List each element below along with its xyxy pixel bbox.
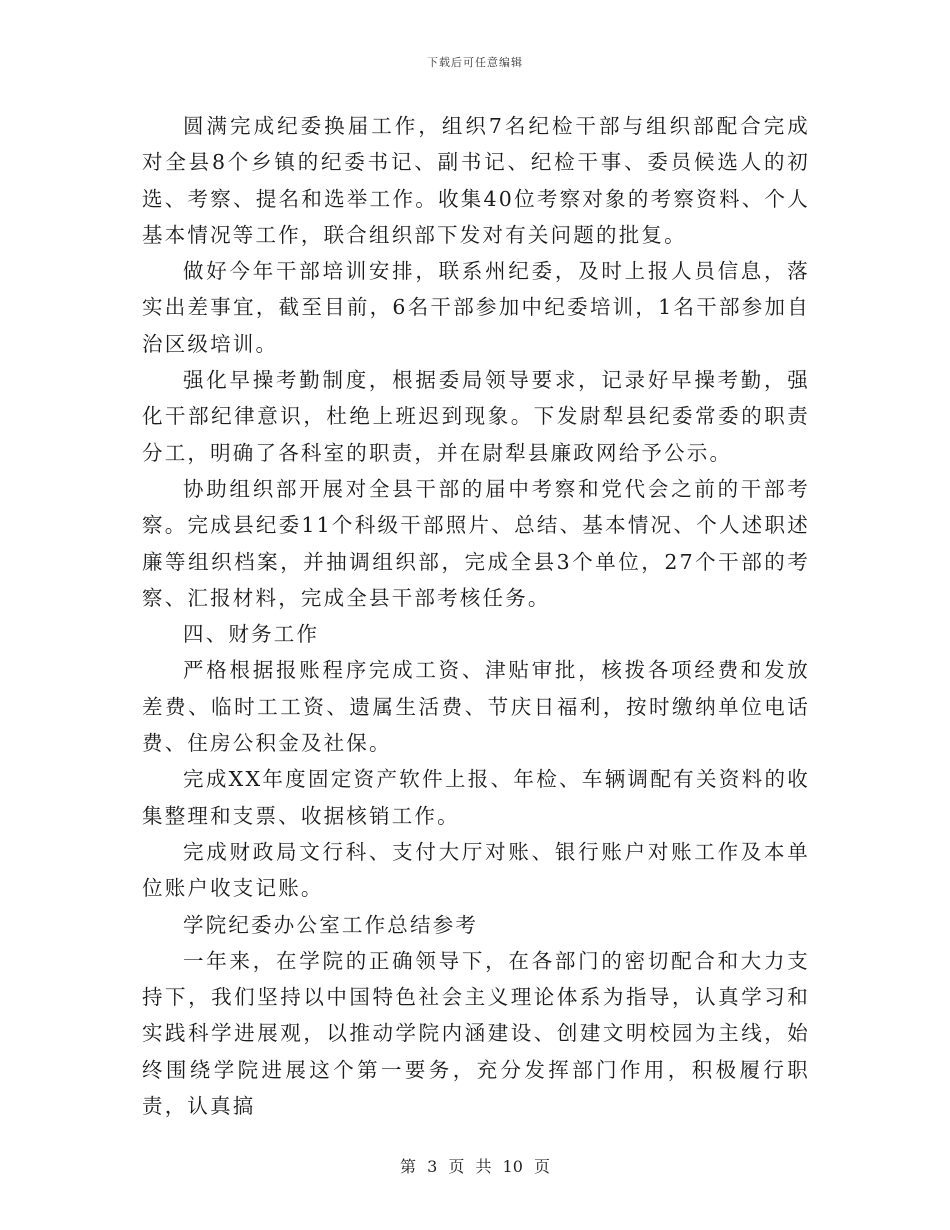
section-heading-finance: 四、财务工作 [183,622,320,647]
paragraph-fixed-assets: 完成XX年度固定资产软件上报、年检、车辆调配有关资料的收集整理和支票、收据核销工作。 [142,767,810,828]
paragraph-reimbursement: 严格根据报账程序完成工资、津贴审批，核拨各项经费和发放差费、临时工工资、遗属生活费、节庆日福利，按时缴纳单位电话费、住房公积金及社保。 [142,658,810,756]
paragraph-election-work: 圆满完成纪委换届工作，组织7名纪检干部与组织部配合完成对全县8个乡镇的纪委书记、副书记、纪检干事、委员候选人的初选、考察、提名和选举工作。收集40位考察对象的考察资料、个人基本情况等工作，联合组织部下发对有关问题的批复。 [142,114,810,247]
paragraph-attendance: 强化早操考勤制度，根据委局领导要求，记录好早操考勤，强化干部纪律意识，杜绝上班迟到现象。下发尉犁县纪委常委的职责分工，明确了各科室的职责，并在尉犁县廉政网给予公示。 [142,368,810,465]
paragraph-reconciliation: 完成财政局文行科、支付大厅对账、银行账户对账工作及本单位账户收支记账。 [142,839,810,901]
section-heading-summary: 学院纪委办公室工作总结参考 [183,912,479,937]
page-number: 第 3 页 共 10 页 [400,1157,550,1176]
document-body [142,108,810,1124]
paragraph-cadre-evaluation: 协助组织部开展对全县干部的届中考察和党代会之前的干部考察。完成县纪委11个科级干部照片、总结、基本情况、个人述职述廉等组织档案，并抽调组织部，完成全县3个单位，27个干部的考察、汇报材料，完成全县干部考核任务。 [142,476,810,610]
paragraph-annual-summary: 一年来，在学院的正确领导下，在各部门的密切配合和大力支持下，我们坚持以中国特色社会主义理论体系为指导，认真学习和实践科学进展观，以推动学院内涵建设、创建文明校园为主线，始终围绕学院进展这个第一要务，充分发挥部门作用，积极履行职责，认真搞 [142,948,810,1119]
paragraph-training: 做好今年干部培训安排，联系州纪委，及时上报人员信息，落实出差事宜，截至目前，6名干部参加中纪委培训，1名干部参加自治区级培训。 [142,259,810,356]
page-header: 下载后可任意编辑 [427,56,523,69]
